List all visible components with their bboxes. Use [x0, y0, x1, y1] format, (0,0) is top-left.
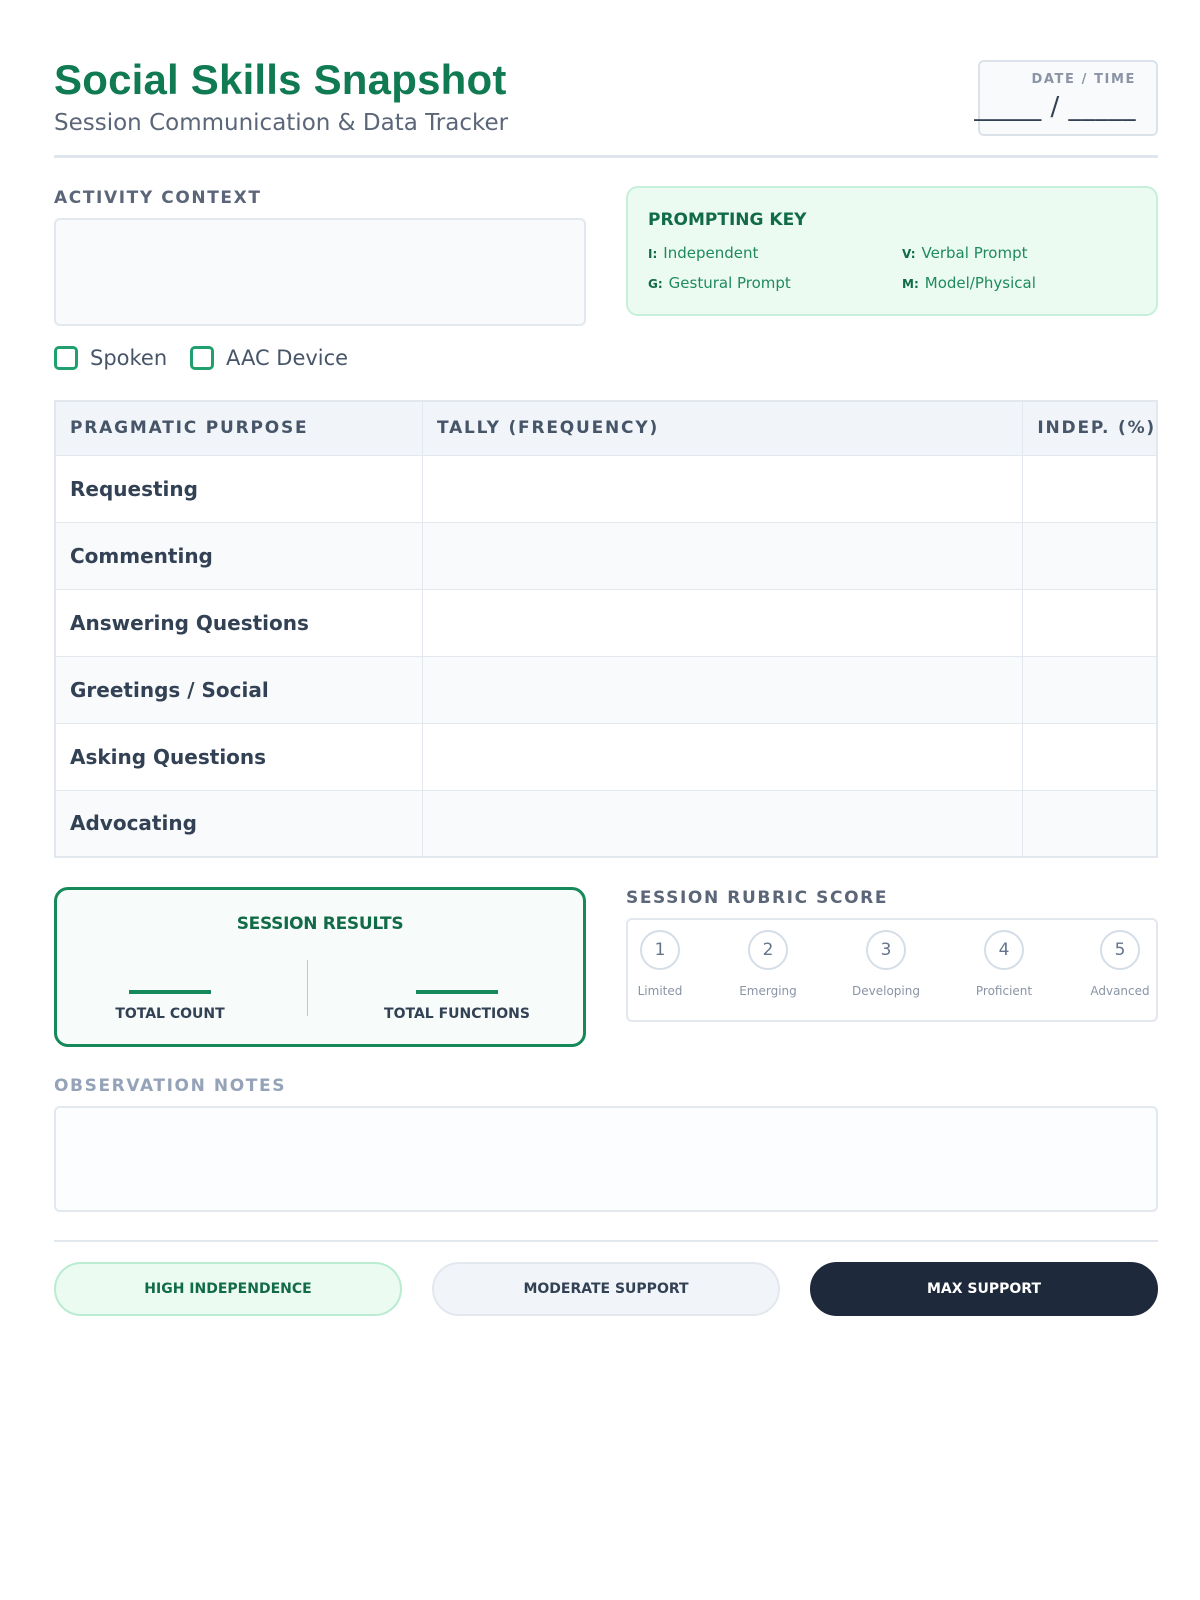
- table-header-row: [55, 401, 1157, 455]
- activity-context-input[interactable]: [54, 218, 586, 326]
- rubric-number[interactable]: 1: [640, 930, 680, 970]
- table-row: [55, 455, 1157, 522]
- checkbox-label: AAC Device: [226, 346, 349, 370]
- date-time-label: DATE / TIME: [1031, 72, 1136, 87]
- aac-device-checkbox[interactable]: [190, 346, 348, 370]
- tally-cell[interactable]: [423, 723, 1023, 790]
- high-independence-badge: HIGH INDEPENDENCE: [54, 1262, 402, 1316]
- rubric-level-label: Emerging: [739, 984, 797, 998]
- table-row: [55, 522, 1157, 589]
- column-header-indep: INDEP. (%): [1023, 401, 1157, 455]
- purpose-cell: Answering Questions: [55, 589, 423, 656]
- rubric-option-5[interactable]: [1070, 930, 1170, 998]
- rubric-score-scale: [626, 918, 1158, 1022]
- page-title: Social Skills Snapshot: [54, 56, 507, 103]
- results-divider: [307, 960, 308, 1016]
- moderate-support-badge: MODERATE SUPPORT: [432, 1262, 780, 1316]
- total-count-label: TOTAL COUNT: [115, 1006, 225, 1022]
- spoken-checkbox[interactable]: [54, 346, 167, 370]
- rubric-level-label: Limited: [637, 984, 683, 998]
- footer-divider: [54, 1240, 1158, 1242]
- indep-cell[interactable]: [1023, 589, 1157, 656]
- activity-context-label: ACTIVITY CONTEXT: [54, 188, 262, 208]
- date-time-value: _____ / _____: [974, 92, 1136, 122]
- prompt-key-label: Gestural Prompt: [668, 274, 791, 292]
- tally-cell[interactable]: [423, 790, 1023, 857]
- table-row: [55, 656, 1157, 723]
- prompt-key-item: [648, 244, 758, 262]
- prompt-key-code: G:: [648, 277, 663, 291]
- prompt-key-item: [902, 274, 1036, 292]
- prompt-key-code: V:: [902, 247, 916, 261]
- total-count-blank[interactable]: [129, 990, 211, 994]
- rubric-option-2[interactable]: [718, 930, 818, 998]
- checkbox-square[interactable]: [54, 346, 78, 370]
- total-functions-blank[interactable]: [416, 990, 498, 994]
- tally-cell[interactable]: [423, 455, 1023, 522]
- prompt-key-label: Model/Physical: [924, 274, 1036, 292]
- prompt-key-label: Independent: [663, 244, 759, 262]
- table-row: [55, 589, 1157, 656]
- date-time-field[interactable]: [974, 60, 1158, 136]
- prompt-key-item: [648, 274, 791, 292]
- rubric-option-4[interactable]: [954, 930, 1054, 998]
- rubric-score-label: SESSION RUBRIC SCORE: [626, 888, 889, 908]
- rubric-number[interactable]: 5: [1100, 930, 1140, 970]
- rubric-level-label: Proficient: [975, 984, 1033, 998]
- purpose-cell: Advocating: [55, 790, 423, 857]
- prompt-key-label: Verbal Prompt: [921, 244, 1028, 262]
- prompting-key-title: PROMPTING KEY: [648, 210, 807, 230]
- table-row: [55, 790, 1157, 857]
- observation-notes-input[interactable]: [54, 1106, 1158, 1212]
- rubric-number[interactable]: 4: [984, 930, 1024, 970]
- indep-cell[interactable]: [1023, 455, 1157, 522]
- page-subtitle: Session Communication & Data Tracker: [54, 110, 509, 136]
- rubric-option-3[interactable]: [836, 930, 936, 998]
- indep-cell[interactable]: [1023, 522, 1157, 589]
- column-header-tally: TALLY (FREQUENCY): [423, 401, 1023, 455]
- purpose-cell: Asking Questions: [55, 723, 423, 790]
- rubric-number[interactable]: 3: [866, 930, 906, 970]
- purpose-cell: Requesting: [55, 455, 423, 522]
- session-results-panel: [54, 887, 586, 1047]
- session-results-title: SESSION RESULTS: [236, 914, 404, 934]
- pragmatic-purpose-table: [54, 400, 1158, 858]
- prompting-key-panel: [626, 186, 1158, 316]
- prompt-key-code: M:: [902, 277, 919, 291]
- tally-cell[interactable]: [423, 656, 1023, 723]
- prompt-key-code: I:: [648, 247, 658, 261]
- purpose-cell: Commenting: [55, 522, 423, 589]
- rubric-number[interactable]: 2: [748, 930, 788, 970]
- table-row: [55, 723, 1157, 790]
- indep-cell[interactable]: [1023, 790, 1157, 857]
- checkbox-square[interactable]: [190, 346, 214, 370]
- indep-cell[interactable]: [1023, 723, 1157, 790]
- purpose-cell: Greetings / Social: [55, 656, 423, 723]
- column-header-purpose: PRAGMATIC PURPOSE: [55, 401, 423, 455]
- total-functions-label: TOTAL FUNCTIONS: [384, 1006, 530, 1022]
- indep-cell[interactable]: [1023, 656, 1157, 723]
- tally-cell[interactable]: [423, 522, 1023, 589]
- tally-cell[interactable]: [423, 589, 1023, 656]
- max-support-badge: MAX SUPPORT: [810, 1262, 1158, 1316]
- header-divider: [54, 155, 1158, 158]
- observation-notes-label: OBSERVATION NOTES: [54, 1076, 287, 1096]
- rubric-option-1[interactable]: [610, 930, 710, 998]
- rubric-level-label: Advanced: [1090, 984, 1150, 998]
- checkbox-label: Spoken: [90, 346, 168, 370]
- prompt-key-item: [902, 244, 1028, 262]
- rubric-level-label: Developing: [852, 984, 920, 998]
